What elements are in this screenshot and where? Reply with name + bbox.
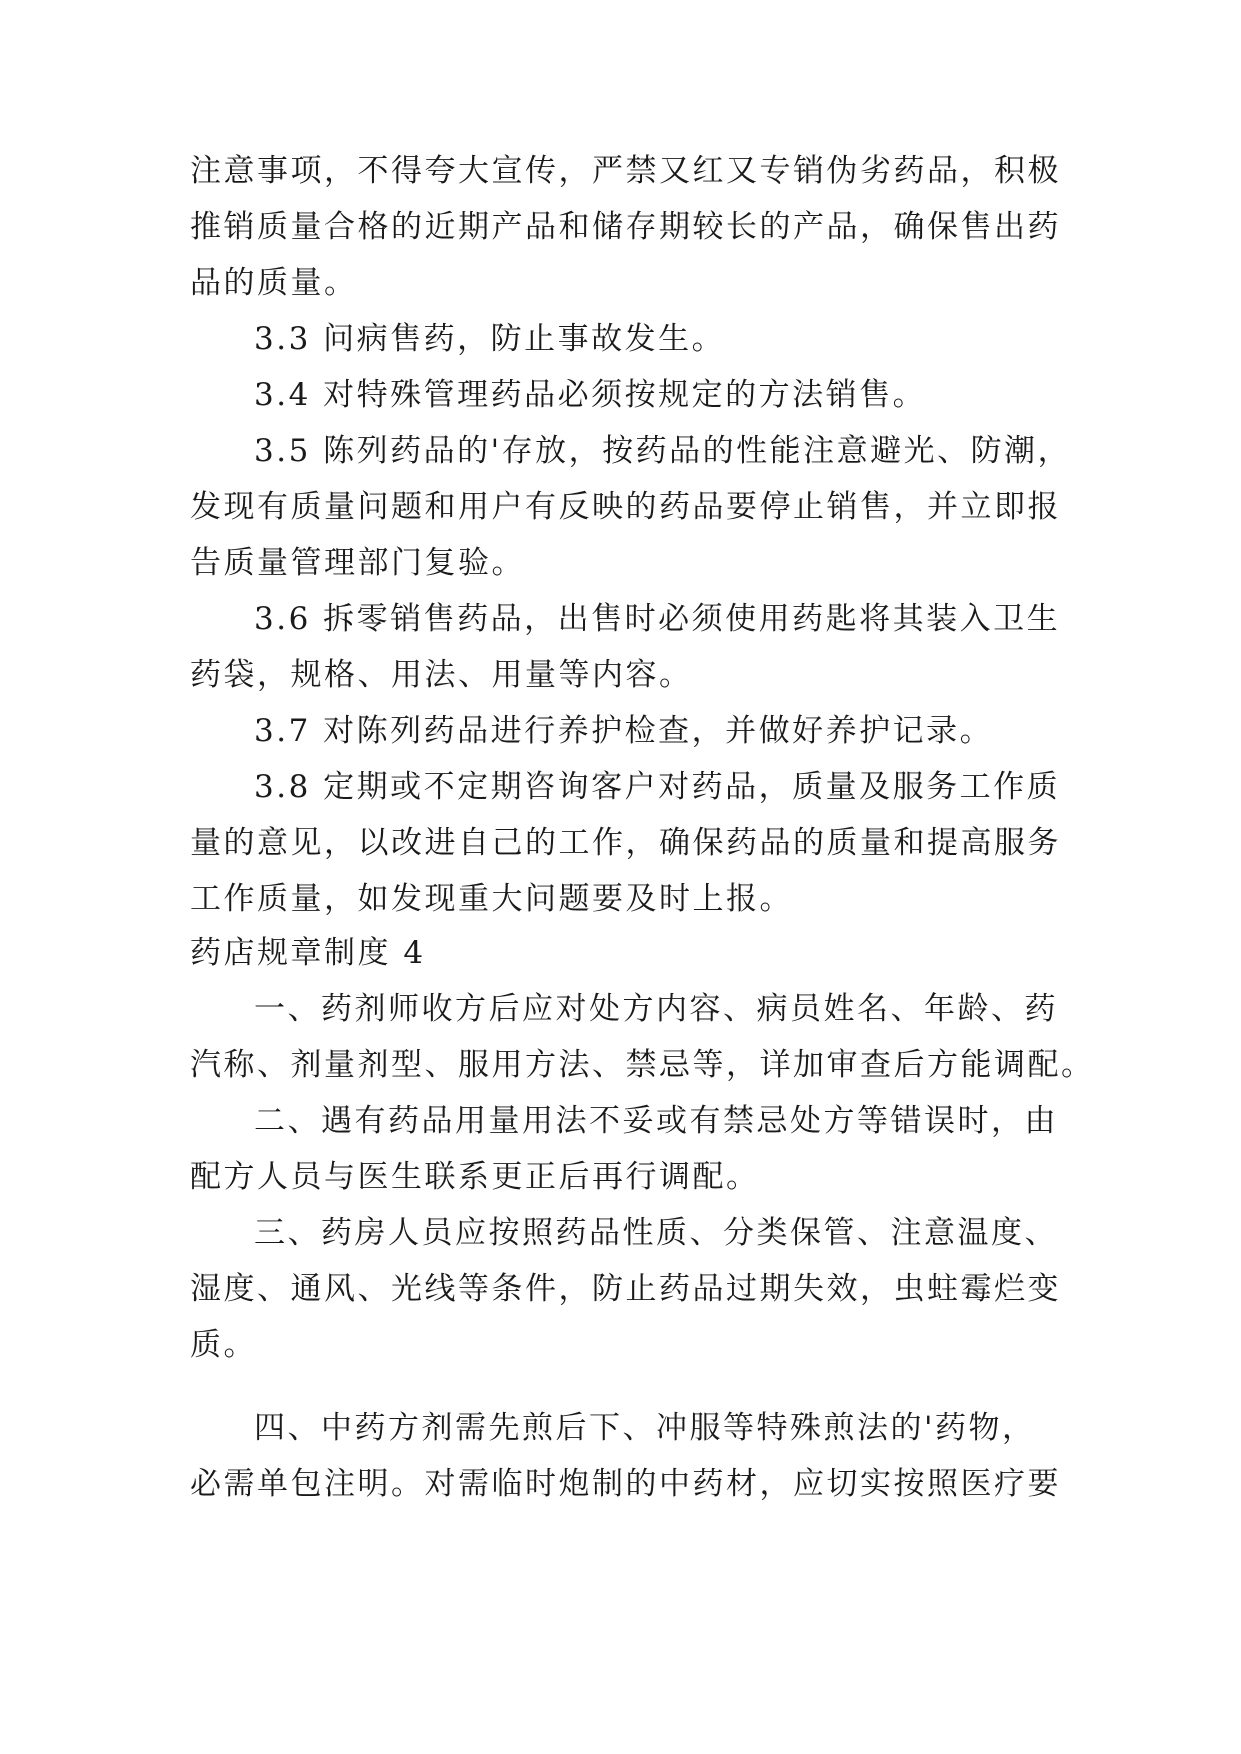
paragraph-line: 品的质量。 bbox=[190, 265, 358, 301]
section-item-3-3: 3.3 问病售药，防止事故发生。 bbox=[254, 321, 726, 357]
rule-item-1: 一、药剂师收方后应对处方内容、病员姓名、年龄、药 bbox=[254, 991, 1058, 1027]
rule-item-4: 四、中药方剂需先煎后下、冲服等特殊煎法的'药物， bbox=[254, 1410, 1036, 1446]
paragraph-line: 必需单包注明。对需临时炮制的中药材，应切实按照医疗要 bbox=[190, 1466, 1061, 1502]
section-item-3-8: 3.8 定期或不定期咨询客户对药品，质量及服务工作质 bbox=[254, 769, 1061, 805]
paragraph-line: 药袋，规格、用法、用量等内容。 bbox=[190, 657, 693, 693]
section-item-3-7: 3.7 对陈列药品进行养护检查，并做好养护记录。 bbox=[254, 713, 994, 749]
section-heading: 药店规章制度 4 bbox=[190, 935, 426, 971]
paragraph-line: 推销质量合格的近期产品和储存期较长的产品，确保售出药 bbox=[190, 209, 1061, 245]
section-item-3-5: 3.5 陈列药品的'存放，按药品的性能注意避光、防潮， bbox=[254, 433, 1072, 469]
paragraph-line: 湿度、通风、光线等条件，防止药品过期失效，虫蛀霉烂变 bbox=[190, 1271, 1061, 1307]
paragraph-line: 配方人员与医生联系更正后再行调配。 bbox=[190, 1159, 760, 1195]
rule-item-3: 三、药房人员应按照药品性质、分类保管、注意温度、 bbox=[254, 1215, 1058, 1251]
paragraph-line: 注意事项，不得夸大宣传，严禁又红又专销伪劣药品，积极 bbox=[190, 153, 1061, 189]
section-item-3-6: 3.6 拆零销售药品，出售时必须使用药匙将其装入卫生 bbox=[254, 601, 1061, 637]
rule-item-2: 二、遇有药品用量用法不妥或有禁忌处方等错误时，由 bbox=[254, 1103, 1058, 1139]
paragraph-line: 告质量管理部门复验。 bbox=[190, 545, 525, 581]
paragraph-line: 量的意见，以改进自己的工作，确保药品的质量和提高服务 bbox=[190, 825, 1061, 861]
paragraph-line: 汽称、剂量剂型、服用方法、禁忌等，详加审查后方能调配。 bbox=[190, 1047, 1095, 1083]
paragraph-line: 发现有质量问题和用户有反映的药品要停止销售，并立即报 bbox=[190, 489, 1061, 525]
paragraph-line: 工作质量，如发现重大问题要及时上报。 bbox=[190, 881, 793, 917]
section-item-3-4: 3.4 对特殊管理药品必须按规定的方法销售。 bbox=[254, 377, 927, 413]
paragraph-line: 质。 bbox=[190, 1327, 257, 1363]
